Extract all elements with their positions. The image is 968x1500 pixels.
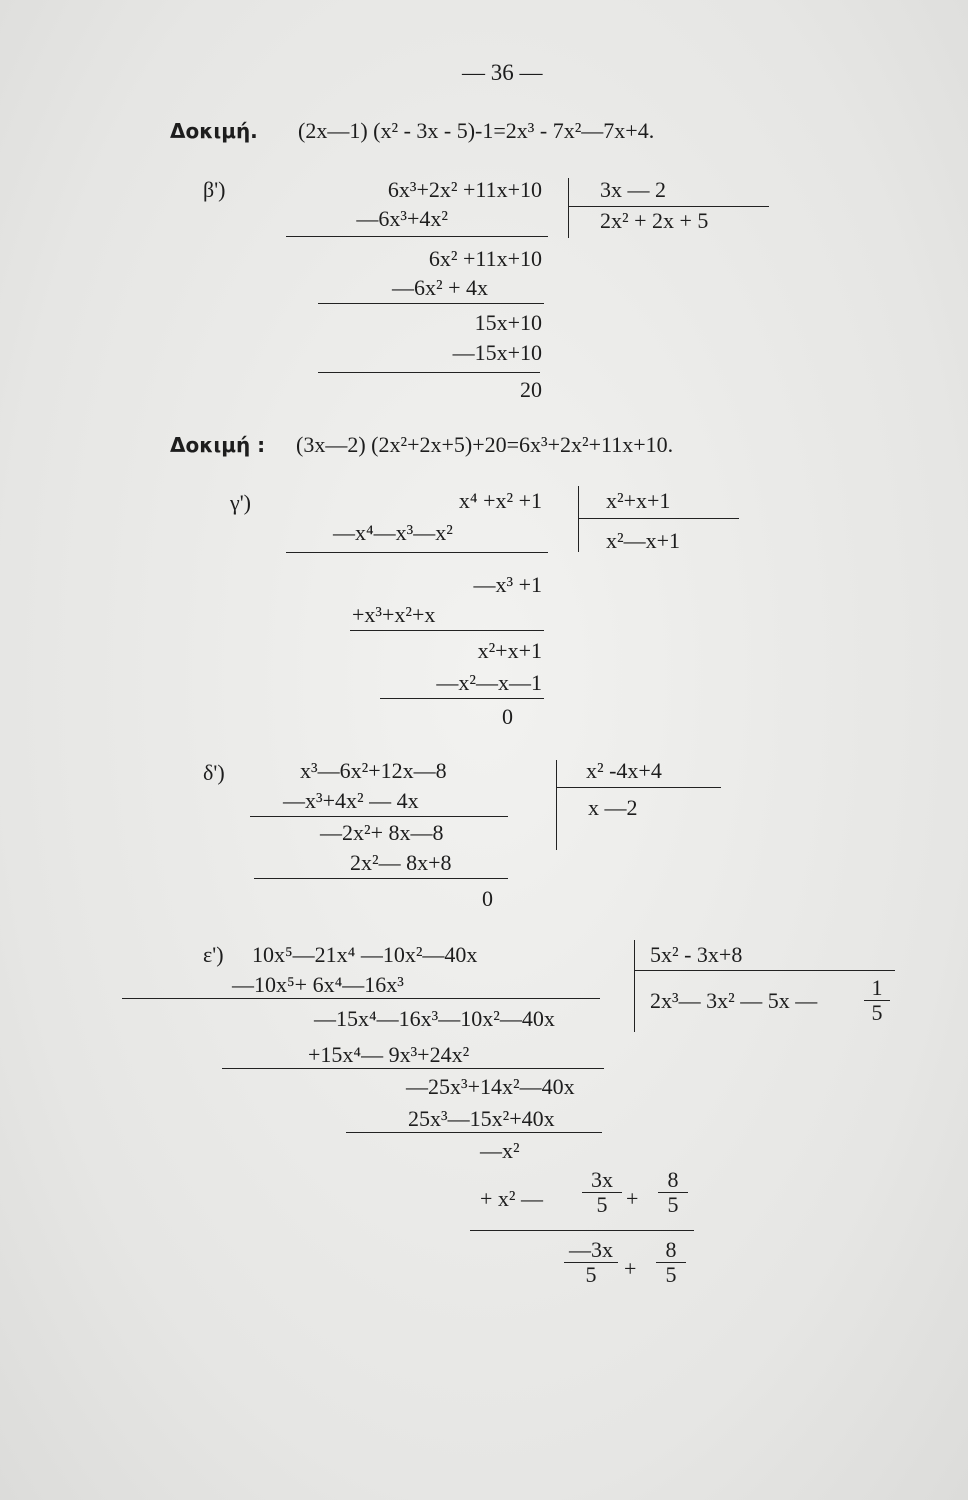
beta-line-1 [286,236,548,237]
epsilon-row-8-fraction-2 [658,1168,688,1217]
epsilon-divisor: 5x² - 3x+8 [650,942,743,967]
epsilon-row-5: —25x³+14x²—40x [406,1074,575,1099]
epsilon-label: ε') [203,942,224,967]
fraction-numerator: 1 [864,976,890,1001]
delta-line-1 [250,816,508,817]
delta-row-4: 2x²— 8x+8 [350,850,452,875]
delta-label: δ') [203,760,225,785]
epsilon-line-2 [222,1068,604,1069]
fraction-numerator: 3x [582,1168,622,1193]
epsilon-row-8-operator: + [626,1186,639,1211]
epsilon-row-1: 10x⁵—21x⁴ —10x²—40x [252,942,478,967]
gamma-line-1 [286,552,548,553]
beta-row-1: 6x³+2x² +11x+10 [387,177,542,202]
gamma-divisor-line [579,518,739,519]
fraction-denominator: 5 [665,1262,677,1287]
gamma-row-3: —x³ +1 [473,572,542,597]
gamma-label: γ') [230,490,252,515]
check-equation-1: (2x—1) (x² - 3x - 5)-1=2x³ - 7x²—7x+4. [298,118,655,143]
beta-line-2 [318,303,544,304]
delta-quotient: x —2 [588,795,638,820]
epsilon-row-2: —10x⁵+ 6x⁴—16x³ [232,972,404,997]
gamma-division-bar [578,486,579,552]
gamma-row-2: —x⁴—x³—x² [333,520,453,545]
gamma-divisor: x²+x+1 [606,488,671,513]
epsilon-row-9-operator: + [624,1256,637,1281]
beta-divisor-line [569,206,769,207]
beta-row-4: —6x² + 4x [391,275,488,300]
epsilon-quotient-fraction [864,976,890,1025]
beta-row-3: 6x² +11x+10 [428,246,542,271]
check-equation-2: (3x—2) (2x²+2x+5)+20=6x³+2x²+11x+10. [296,432,674,457]
fraction-denominator: 5 [585,1262,597,1287]
gamma-row-5: x²+x+1 [477,638,542,663]
epsilon-row-9-fraction-2 [656,1238,686,1287]
beta-line-3 [318,372,540,373]
epsilon-quotient: 2x³— 3x² — 5x — [650,988,818,1013]
gamma-row-6: —x²—x—1 [436,670,542,695]
beta-divisor: 3x — 2 [600,177,666,202]
beta-remainder: 20 [520,377,542,402]
check-label-2: Δοκιμή : [170,433,266,457]
delta-line-2 [254,878,508,879]
fraction-denominator: 5 [667,1192,679,1217]
page-number: — 36 — [462,60,543,85]
epsilon-line-3 [346,1132,602,1133]
gamma-quotient: x²—x+1 [606,528,681,553]
delta-row-1: x³—6x²+12x—8 [300,758,447,783]
epsilon-row-8-fraction-1 [582,1168,622,1217]
epsilon-row-9-fraction-1 [564,1238,618,1287]
epsilon-line-1 [122,998,600,999]
fraction-numerator: 8 [658,1168,688,1193]
beta-row-6: —15x+10 [452,340,542,365]
gamma-line-3 [380,698,544,699]
delta-division-bar [556,760,557,850]
delta-divisor: x² -4x+4 [586,758,662,783]
epsilon-row-6: 25x³—15x²+40x [408,1106,555,1131]
delta-remainder: 0 [482,886,493,911]
beta-row-5: 15x+10 [474,310,542,335]
beta-division-bar [568,178,569,238]
check-label-1: Δοκιμή. [170,119,258,143]
gamma-row-1: x⁴ +x² +1 [458,488,542,513]
delta-divisor-line [557,787,721,788]
gamma-row-4: +x³+x²+x [352,602,436,627]
epsilon-line-4 [470,1230,694,1231]
gamma-line-2 [350,630,544,631]
epsilon-division-bar [634,940,635,1032]
beta-label: β') [203,177,226,202]
epsilon-divisor-line [635,970,895,971]
epsilon-row-7: —x² [480,1138,520,1163]
epsilon-row-3: —15x⁴—16x³—10x²—40x [314,1006,555,1031]
gamma-remainder: 0 [502,704,513,729]
epsilon-row-4: +15x⁴— 9x³+24x² [308,1042,470,1067]
beta-quotient: 2x² + 2x + 5 [600,208,709,233]
fraction-denominator: 5 [596,1192,608,1217]
delta-row-2: —x³+4x² — 4x [283,788,419,813]
fraction-denominator: 5 [871,1000,883,1025]
delta-row-3: —2x²+ 8x—8 [320,820,444,845]
epsilon-row-8-lead: + x² — [480,1186,544,1211]
fraction-numerator: 8 [656,1238,686,1263]
beta-row-2: —6x³+4x² [356,206,448,231]
fraction-numerator: —3x [564,1238,618,1263]
